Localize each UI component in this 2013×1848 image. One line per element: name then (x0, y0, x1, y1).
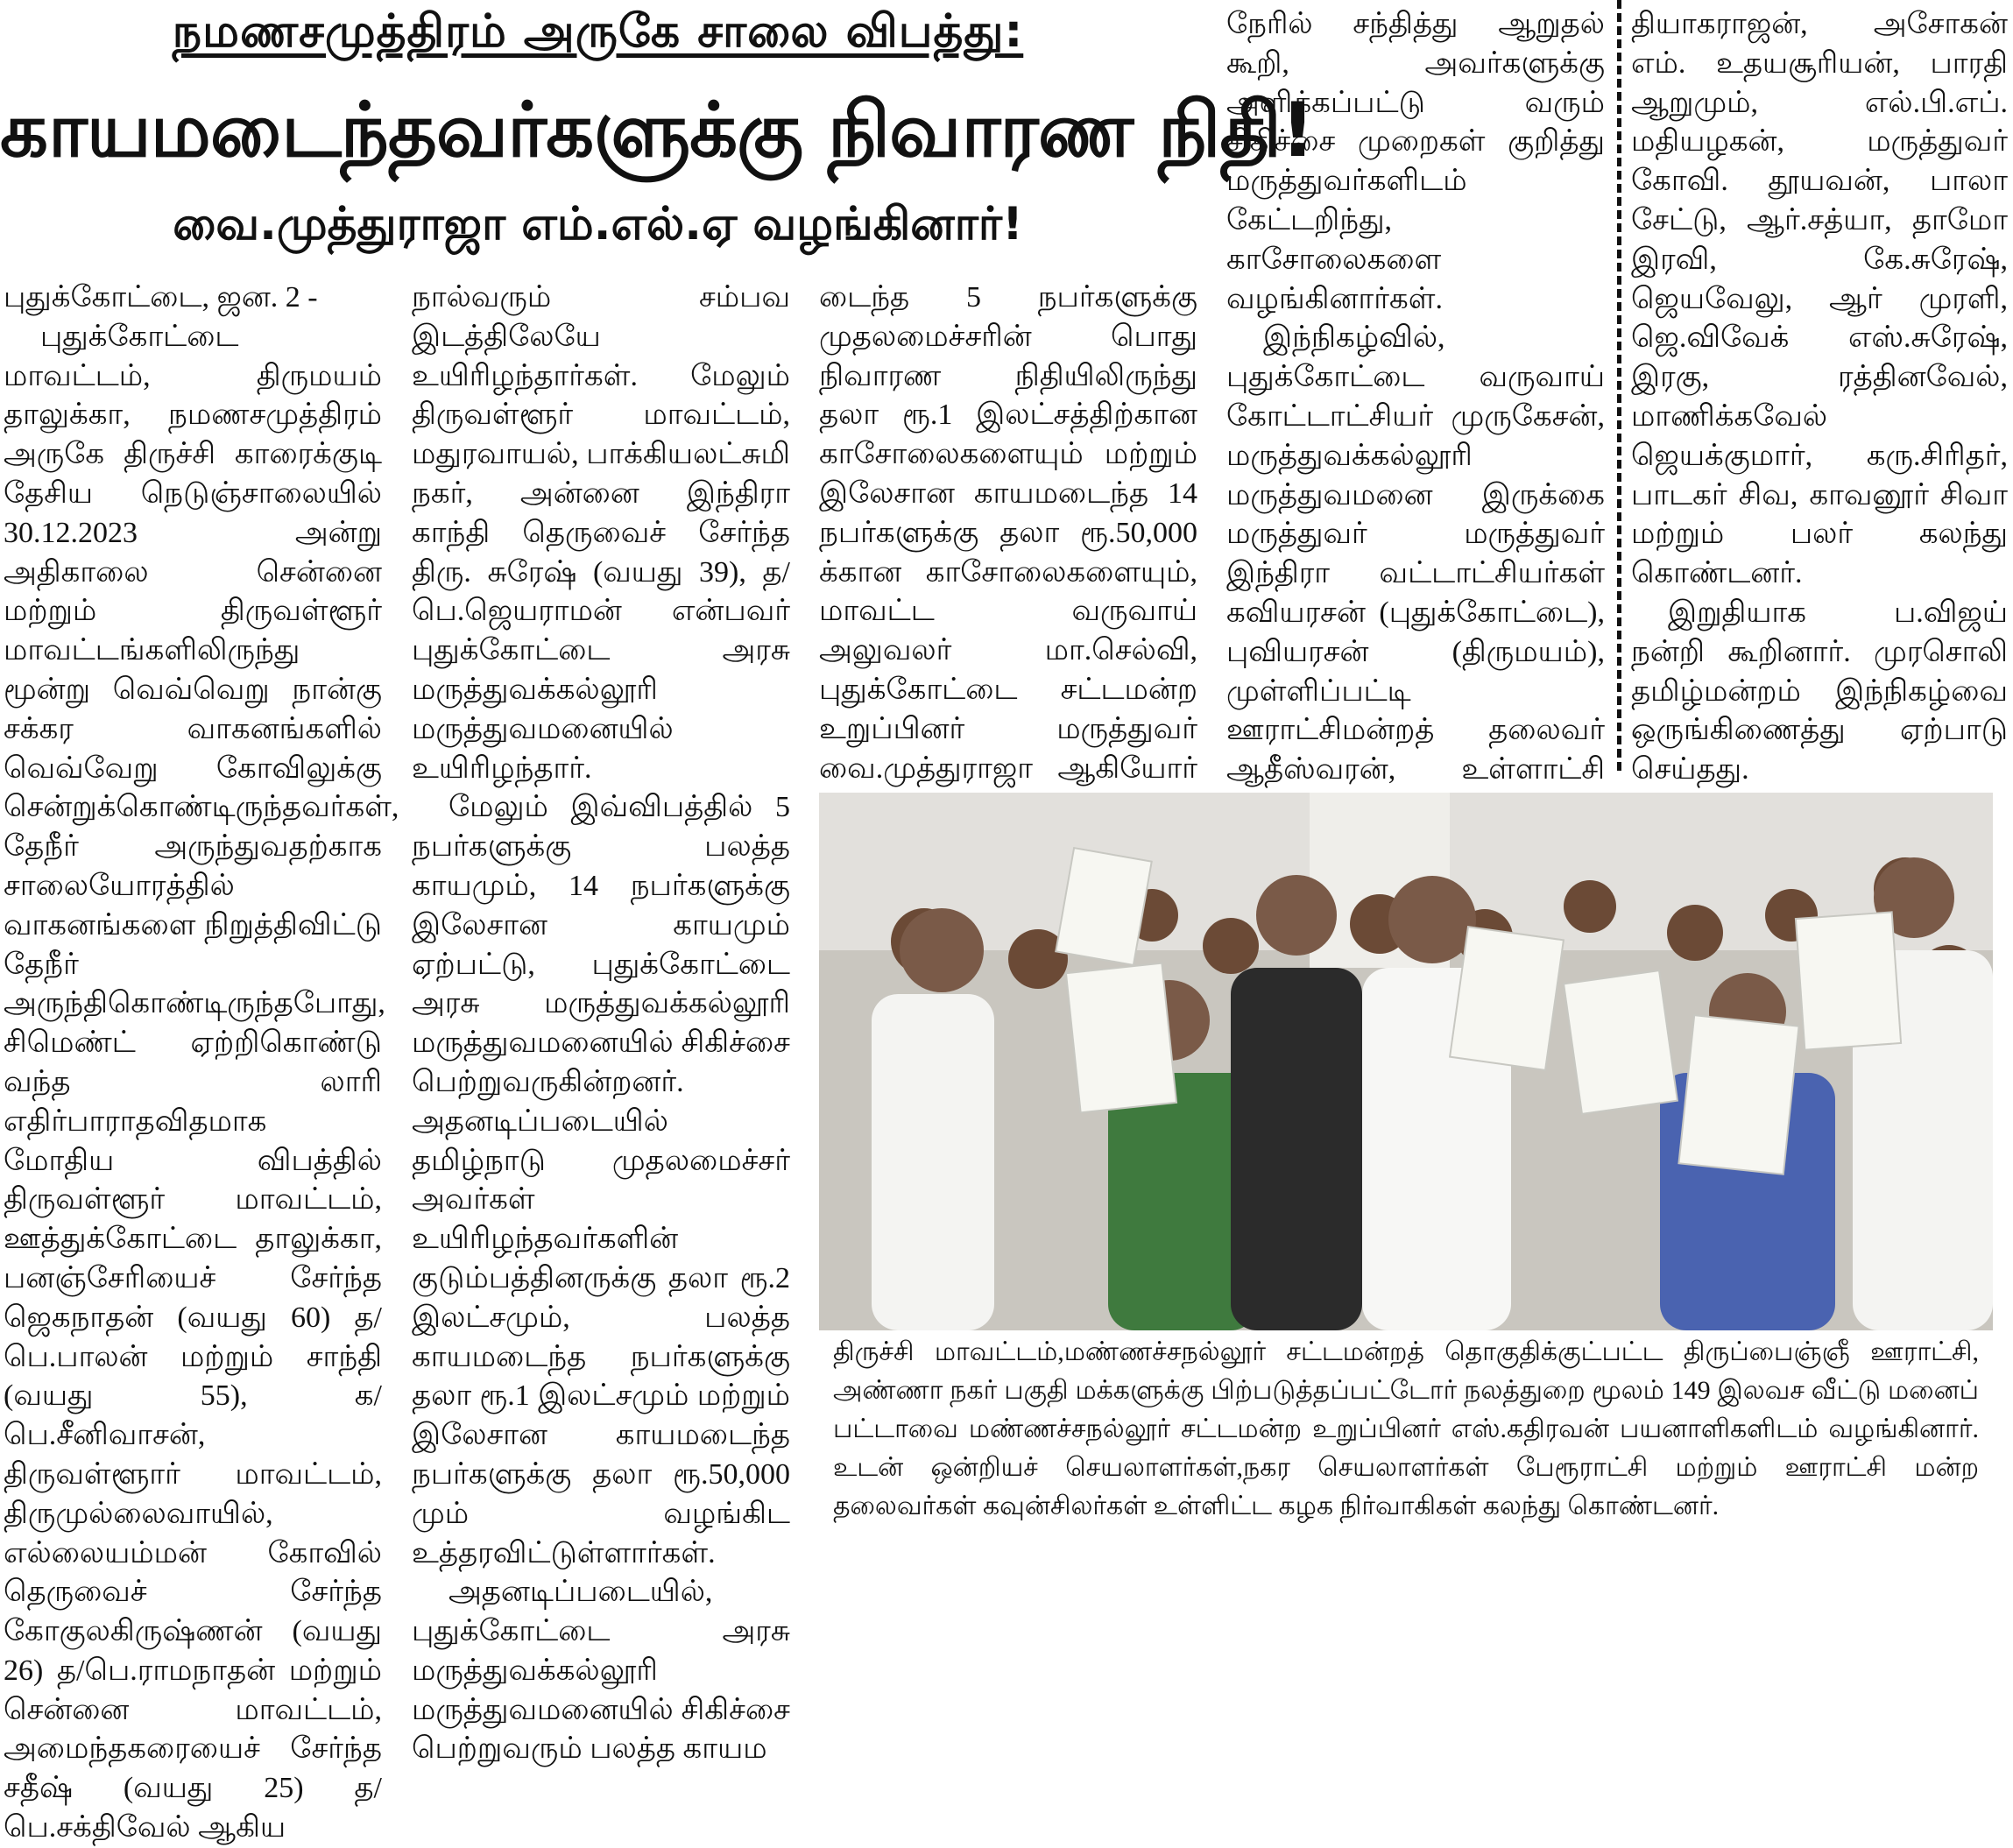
article-paragraph: இந்நிகழ்வில், புதுக்கோட்டை வருவாய் கோட்டாட்சியர் முருகேசன், மருத்துவக்கல்லூரி மருத்துவமனை இருக்கை மருத்துவர் மருத்துவர் இந்திரா வட்டாட்சியர்கள் கவியரசன் (புதுக்கோட்டை), புவியரசன் (திருமயம்), முள்ளிப்பட்டி ஊராட்சிமன்றத் தலைவர் ஆதீஸ்வரன், உள்ளாட்சி (1226, 321, 1605, 786)
article-column-4 (1226, 5, 1605, 786)
article-paragraph: மேலும் இவ்விபத்தில் 5 நபர்களுக்கு பலத்த காயமும், 14 நபர்களுக்கு இலேசான காயமும் ஏற்பட்டு, புதுக்கோட்டை அரசு மருத்துவக்கல்லூரி மருத்துவமனையில் சிகிச்சை பெற்றுவருகின்றனர். அதனடிப்படையில் தமிழ்நாடு முதலமைச்சர் அவர்கள் உயிரிழந்தவர்களின் குடும்பத்தினருக்கு தலா ரூ.2 இலட்சமும், பலத்த காயமடைந்த நபர்களுக்கு தலா ரூ.1 இலட்சமும் மற்றும் இலேசான காயமடைந்த நபர்களுக்கு தலா ரூ.50,000 மும் வழங்கிட உத்தரவிட்டுள்ளார்கள். (412, 791, 790, 1569)
kicker-headline: நமணசமுத்திரம் அருகே சாலை விபத்து: (172, 5, 1024, 58)
column-divider (1617, 0, 1621, 771)
article-paragraph: நால்வரும் சம்பவ இடத்திலேயே உயிரிழந்தார்கள். மேலும் திருவள்ளூர் மாவட்டம், மதுரவாயல், பாக்கியலட்சுமி நகர், அன்னை இந்திரா காந்தி தெருவைச் சேர்ந்த திரு. சுரேஷ் (வயது 39), த/பெ.ஜெயராமன் என்பவர் புதுக்கோட்டை அரசு மருத்துவக்கல்லூரி மருத்துவமனையில் உயிரிழந்தார். (412, 281, 790, 785)
article-paragraph: தியாகராஜன், அசோகன் எம். உதயசூரியன், பாரதி ஆறுமும், எல்.பி.எப். மதியழகன், மருத்துவர் கோவி. தூயவன், பாலா சேட்டு, ஆர்.சத்யா, தாமோ இரவி, கே.சுரேஷ், ஜெயவேலு, ஆர் முரளி, ஜெ.விவேக் எஸ்.சுரேஷ், இரகு, ரத்தினவேல், மாணிக்கவேல் ஜெயக்குமார், கரு.சிரிதர், பாடகர் சிவ, காவனூர் சிவா மற்றும் பலர் கலந்து கொண்டனர். (1631, 8, 2008, 590)
main-headline: காயமடைந்தவர்களுக்கு நிவாரண நிதி! (0, 87, 1315, 174)
article-paragraph: புதுக்கோட்டை மாவட்டம், திருமயம் தாலுக்கா, நமணசமுத்திரம் அருகே திருச்சி காரைக்குடி தேசிய நெடுஞ்சாலையில் 30.12.2023 அன்று அதிகாலை சென்னை மற்றும் திருவள்ளூர் மாவட்டங்களிலிருந்து மூன்று வெவ்வெறு நான்கு சக்கர வாகனங்களில் வெவ்வேறு கோவிலுக்கு சென்றுக்கொண்டிருந்தவர்கள், தேநீர் அருந்துவதற்காக சாலையோரத்தில் வாகனங்களை நிறுத்திவிட்டு தேநீர் அருந்திகொண்டிருந்தபோது, சிமெண்ட் ஏற்றிகொண்டு வந்த லாரி எதிர்பாராதவிதமாக மோதிய விபத்தில் திருவள்ளூர் மாவட்டம், ஊத்துக்கோட்டை தாலுக்கா, பனஞ்சேரியைச் சேர்ந்த ஜெகநாதன் (வயது 60) த/பெ.பாலன் மற்றும் சாந்தி (வயது 55), க/பெ.சீனிவாசன், திருவள்ளூார் மாவட்டம், திருமுல்லைவாயில், எல்லையம்மன் கோவில் தெருவைச் சேர்ந்த கோகுலகிருஷ்ணன் (வயது 26) த/பெ.ராமநாதன் மற்றும் சென்னை மாவட்டம், அமைந்தகரையைச் சேர்ந்த சதீஷ் (வயது 25) த/பெ.சக்திவேல் ஆகிய (4, 320, 399, 1844)
photo-illustration (819, 793, 1993, 1330)
article-column-2 (412, 279, 790, 1766)
article-column-1 (4, 279, 399, 1844)
article-paragraph: டைந்த 5 நபர்களுக்கு முதலமைச்சரின் பொது நிவாரண நிதியிலிருந்து தலா ரூ.1 இலட்சத்திற்கான காசோலைகளையும் மற்றும் இலேசான காயமடைந்த 14 நபர்களுக்கு தலா ரூ.50,000 க்கான காசோலைகளையும், மாவட்ட வருவாய் அலுவலர் மா.செல்வி, புதுக்கோட்டை சட்டமன்ற உறுப்பினர் மருத்துவர் வை.முத்துராஜா ஆகியோர் (819, 281, 1197, 785)
article-column-3 (819, 279, 1197, 785)
article-paragraph: நேரில் சந்தித்து ஆறுதல் கூறி, அவர்களுக்கு அளிக்கப்பட்டு வரும் சிகிச்சை முறைகள் குறித்து மருத்துவர்களிடம் கேட்டறிந்து, காசோலைகளை வழங்கினார்கள். (1226, 8, 1605, 315)
article-column-5 (1631, 5, 2008, 786)
sub-headline: வை.முத்துராஜா எம்.எல்.ஏ வழங்கினார்! (173, 198, 1023, 250)
news-photo (819, 793, 1993, 1330)
dateline: புதுக்கோட்டை, ஜன. 2 - (4, 281, 318, 314)
article-paragraph: இறுதியாக ப.விஜய் நன்றி கூறினார். முரசொலி தமிழ்மன்றம் இந்நிகழ்வை ஒருங்கிணைத்து ஏற்பாடு செய்தது. (1631, 596, 2008, 786)
article-paragraph: அதனடிப்படையில், புதுக்கோட்டை அரசு மருத்துவக்கல்லூரி மருத்துவமனையில் சிகிச்சை பெற்றுவரும் பலத்த காயம (412, 1576, 790, 1766)
photo-caption: திருச்சி மாவட்டம்,மண்ணச்சநல்லூர் சட்டமன்றத் தொகுதிக்குட்பட்ட திருப்பைஞ்ஞீ ஊராட்சி, அண்ணா நகர் பகுதி மக்களுக்கு பிற்படுத்தப்பட்டோர் நலத்துறை மூலம் 149 இலவச வீட்டு மனைப் பட்டாவை மண்ணச்சநல்லூர் சட்டமன்ற உறுப்பினர் எஸ்.கதிரவன் பயனாளிகளிடம் வழங்கினார். உடன் ஒன்றியச் செயலாளர்கள்,நகர செயலாளர்கள் பேரூராட்சி மற்றும் ஊராட்சி மன்ற தலைவர்கள் கவுன்சிலர்கள் உள்ளிட்ட கழக நிர்வாகிகள் கலந்து கொண்டனர். (833, 1337, 1979, 1520)
